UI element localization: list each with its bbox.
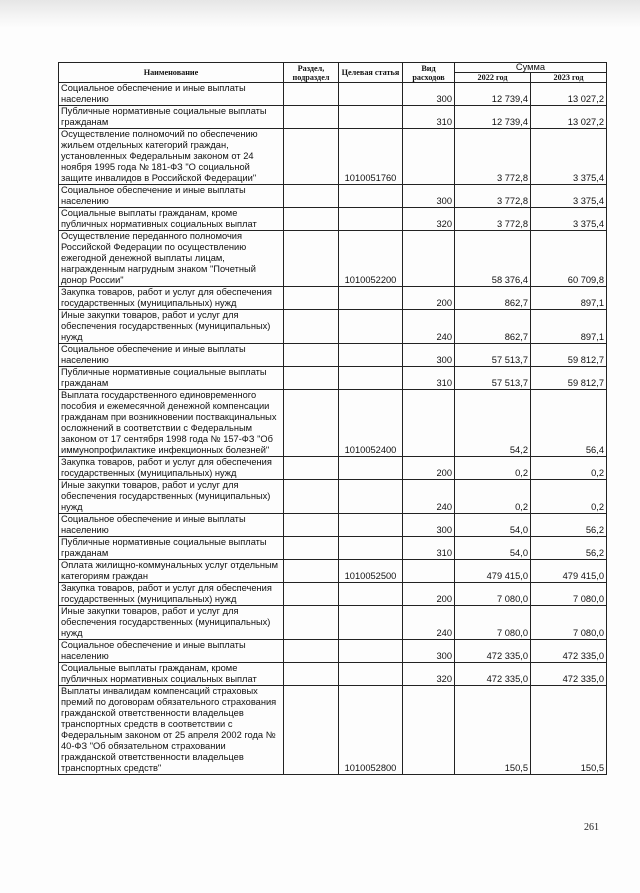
table-row: [59, 560, 607, 583]
table-row: [59, 185, 607, 208]
table-row: [59, 129, 607, 185]
row-sum-2022-cell: 472 335,0: [455, 640, 531, 663]
row-sum-2022-cell: 3 772,8: [455, 129, 531, 185]
row-name-cell: Социальное обеспечение и иные выплаты населению: [59, 514, 284, 537]
row-name-cell: Осуществление полномочий по обеспечению жильем отдельных категорий граждан, установленных Федеральным законом от 24 ноября 1995 года № 181-ФЗ "О социальной защите инвалидов в Российской Федерации": [59, 129, 284, 185]
header-section: Раздел, подраздел: [284, 63, 339, 83]
row-sum-2022-cell: 150,5: [455, 686, 531, 775]
table-row: [59, 106, 607, 129]
row-sum-2022-cell: 57 513,7: [455, 367, 531, 390]
header-name: Наименование: [59, 63, 284, 83]
row-target-cell: [339, 287, 403, 310]
row-type-cell: 310: [403, 106, 455, 129]
budget-table: [58, 62, 607, 775]
row-name-cell: Закупка товаров, работ и услуг для обеспечения государственных (муниципальных) нужд: [59, 457, 284, 480]
row-type-cell: [403, 560, 455, 583]
row-sum-2023-cell: 13 027,2: [531, 83, 607, 106]
row-sum-2022-cell: 0,2: [455, 457, 531, 480]
row-type-cell: [403, 686, 455, 775]
row-sum-2022-cell: 54,0: [455, 514, 531, 537]
row-sum-2022-cell: 479 415,0: [455, 560, 531, 583]
header-year-2023: 2023 год: [531, 73, 607, 83]
table-row: [59, 344, 607, 367]
row-name-cell: Выплаты инвалидам компенсаций страховых премий по договорам обязательного страхования гражданской ответственности владельцев транспортных средств в соответствии с Федеральным законом от 25 апреля 2002 года № 40-ФЗ "Об обязательном страховании гражданской ответственности владельцев транспортных средств": [59, 686, 284, 775]
scan-shadow: [0, 0, 640, 28]
row-section-cell: [284, 344, 339, 367]
row-name-cell: Выплата государственного единовременного пособия и ежемесячной денежной компенсации гражданам при возникновении поствакцинальных осложнений в соответствии с Федеральным законом от 17 сентября 1998 года № 157-ФЗ "Об иммунопрофилактике инфекционных болезней": [59, 390, 284, 457]
table-row: [59, 514, 607, 537]
row-sum-2022-cell: 54,0: [455, 537, 531, 560]
row-sum-2022-cell: 862,7: [455, 287, 531, 310]
row-target-cell: [339, 606, 403, 640]
row-section-cell: [284, 457, 339, 480]
table-row: [59, 606, 607, 640]
row-section-cell: [284, 560, 339, 583]
row-name-cell: Социальные выплаты гражданам, кроме публичных нормативных социальных выплат: [59, 663, 284, 686]
row-sum-2023-cell: 56,4: [531, 390, 607, 457]
table-row: [59, 537, 607, 560]
header-type: Вид расходов: [403, 63, 455, 83]
row-name-cell: Публичные нормативные социальные выплаты гражданам: [59, 367, 284, 390]
row-name-cell: Социальное обеспечение и иные выплаты населению: [59, 640, 284, 663]
row-sum-2023-cell: 13 027,2: [531, 106, 607, 129]
row-section-cell: [284, 480, 339, 514]
row-target-cell: [339, 663, 403, 686]
row-sum-2023-cell: 3 375,4: [531, 129, 607, 185]
row-name-cell: Закупка товаров, работ и услуг для обеспечения государственных (муниципальных) нужд: [59, 287, 284, 310]
row-section-cell: [284, 663, 339, 686]
table-row: [59, 367, 607, 390]
row-section-cell: [284, 129, 339, 185]
row-section-cell: [284, 686, 339, 775]
row-type-cell: 240: [403, 606, 455, 640]
row-target-cell: [339, 514, 403, 537]
row-sum-2022-cell: 3 772,8: [455, 208, 531, 231]
row-name-cell: Осуществление переданного полномочия Российской Федерации по осуществлению ежегодной денежной выплаты лицам, награжденным нагрудным знаком "Почетный донор России": [59, 231, 284, 287]
row-sum-2023-cell: 7 080,0: [531, 583, 607, 606]
row-type-cell: 300: [403, 514, 455, 537]
row-sum-2023-cell: 3 375,4: [531, 185, 607, 208]
row-type-cell: [403, 231, 455, 287]
row-target-cell: [339, 83, 403, 106]
row-target-cell: 1010051760: [339, 129, 403, 185]
row-sum-2022-cell: 12 739,4: [455, 106, 531, 129]
row-sum-2022-cell: 7 080,0: [455, 583, 531, 606]
row-sum-2023-cell: 56,2: [531, 537, 607, 560]
row-section-cell: [284, 514, 339, 537]
row-sum-2022-cell: 12 739,4: [455, 83, 531, 106]
row-section-cell: [284, 390, 339, 457]
row-target-cell: [339, 344, 403, 367]
row-sum-2023-cell: 0,2: [531, 480, 607, 514]
row-target-cell: [339, 185, 403, 208]
row-section-cell: [284, 583, 339, 606]
row-section-cell: [284, 208, 339, 231]
row-type-cell: 200: [403, 583, 455, 606]
row-name-cell: Иные закупки товаров, работ и услуг для обеспечения государственных (муниципальных) нужд: [59, 310, 284, 344]
row-type-cell: 300: [403, 640, 455, 663]
row-section-cell: [284, 231, 339, 287]
table-row: [59, 583, 607, 606]
header-sum: Сумма: [455, 63, 607, 73]
row-name-cell: Оплата жилищно-коммунальных услуг отдельным категориям граждан: [59, 560, 284, 583]
row-section-cell: [284, 606, 339, 640]
row-sum-2023-cell: 59 812,7: [531, 367, 607, 390]
row-sum-2023-cell: 3 375,4: [531, 208, 607, 231]
row-target-cell: [339, 208, 403, 231]
row-sum-2023-cell: 59 812,7: [531, 344, 607, 367]
row-name-cell: Закупка товаров, работ и услуг для обеспечения государственных (муниципальных) нужд: [59, 583, 284, 606]
table-row: [59, 310, 607, 344]
table-row: [59, 208, 607, 231]
row-section-cell: [284, 640, 339, 663]
table-row: [59, 480, 607, 514]
row-sum-2023-cell: 7 080,0: [531, 606, 607, 640]
table-row: [59, 686, 607, 775]
table-row: [59, 457, 607, 480]
row-target-cell: [339, 457, 403, 480]
table-row: [59, 287, 607, 310]
row-type-cell: 200: [403, 457, 455, 480]
table-row: [59, 231, 607, 287]
row-section-cell: [284, 83, 339, 106]
row-type-cell: 320: [403, 663, 455, 686]
row-target-cell: [339, 106, 403, 129]
row-sum-2023-cell: 56,2: [531, 514, 607, 537]
row-sum-2022-cell: 7 080,0: [455, 606, 531, 640]
row-name-cell: Социальное обеспечение и иные выплаты населению: [59, 185, 284, 208]
row-type-cell: 200: [403, 287, 455, 310]
row-sum-2023-cell: 0,2: [531, 457, 607, 480]
row-sum-2022-cell: 862,7: [455, 310, 531, 344]
row-section-cell: [284, 106, 339, 129]
table-row: [59, 83, 607, 106]
row-sum-2022-cell: 57 513,7: [455, 344, 531, 367]
header-year-2022: 2022 год: [455, 73, 531, 83]
row-section-cell: [284, 310, 339, 344]
row-name-cell: Публичные нормативные социальные выплаты гражданам: [59, 106, 284, 129]
page-number: 261: [584, 822, 599, 833]
row-target-cell: [339, 583, 403, 606]
row-section-cell: [284, 185, 339, 208]
row-type-cell: 310: [403, 367, 455, 390]
row-sum-2023-cell: 472 335,0: [531, 640, 607, 663]
row-name-cell: Социальное обеспечение и иные выплаты населению: [59, 344, 284, 367]
row-target-cell: [339, 537, 403, 560]
row-sum-2022-cell: 3 772,8: [455, 185, 531, 208]
row-type-cell: 320: [403, 208, 455, 231]
row-sum-2023-cell: 897,1: [531, 287, 607, 310]
row-name-cell: Социальное обеспечение и иные выплаты населению: [59, 83, 284, 106]
row-type-cell: 300: [403, 185, 455, 208]
row-type-cell: 310: [403, 537, 455, 560]
row-section-cell: [284, 367, 339, 390]
row-name-cell: Социальные выплаты гражданам, кроме публичных нормативных социальных выплат: [59, 208, 284, 231]
row-sum-2023-cell: 472 335,0: [531, 663, 607, 686]
row-sum-2023-cell: 897,1: [531, 310, 607, 344]
row-type-cell: [403, 390, 455, 457]
row-sum-2022-cell: 54,2: [455, 390, 531, 457]
row-sum-2023-cell: 479 415,0: [531, 560, 607, 583]
row-sum-2022-cell: 58 376,4: [455, 231, 531, 287]
row-target-cell: 1010052400: [339, 390, 403, 457]
header-target: Целевая статья: [339, 63, 403, 83]
row-section-cell: [284, 537, 339, 560]
row-target-cell: [339, 310, 403, 344]
row-type-cell: 300: [403, 344, 455, 367]
row-target-cell: [339, 480, 403, 514]
row-type-cell: 240: [403, 480, 455, 514]
row-sum-2023-cell: 150,5: [531, 686, 607, 775]
table-row: [59, 640, 607, 663]
row-sum-2022-cell: 472 335,0: [455, 663, 531, 686]
row-section-cell: [284, 287, 339, 310]
row-target-cell: [339, 367, 403, 390]
row-type-cell: 240: [403, 310, 455, 344]
row-target-cell: 1010052500: [339, 560, 403, 583]
row-name-cell: Иные закупки товаров, работ и услуг для обеспечения государственных (муниципальных) нужд: [59, 480, 284, 514]
row-sum-2022-cell: 0,2: [455, 480, 531, 514]
row-target-cell: 1010052800: [339, 686, 403, 775]
row-name-cell: Публичные нормативные социальные выплаты гражданам: [59, 537, 284, 560]
table-row: [59, 663, 607, 686]
table-row: [59, 390, 607, 457]
row-target-cell: 1010052200: [339, 231, 403, 287]
row-type-cell: 300: [403, 83, 455, 106]
row-sum-2023-cell: 60 709,8: [531, 231, 607, 287]
row-name-cell: Иные закупки товаров, работ и услуг для обеспечения государственных (муниципальных) нужд: [59, 606, 284, 640]
row-type-cell: [403, 129, 455, 185]
row-target-cell: [339, 640, 403, 663]
